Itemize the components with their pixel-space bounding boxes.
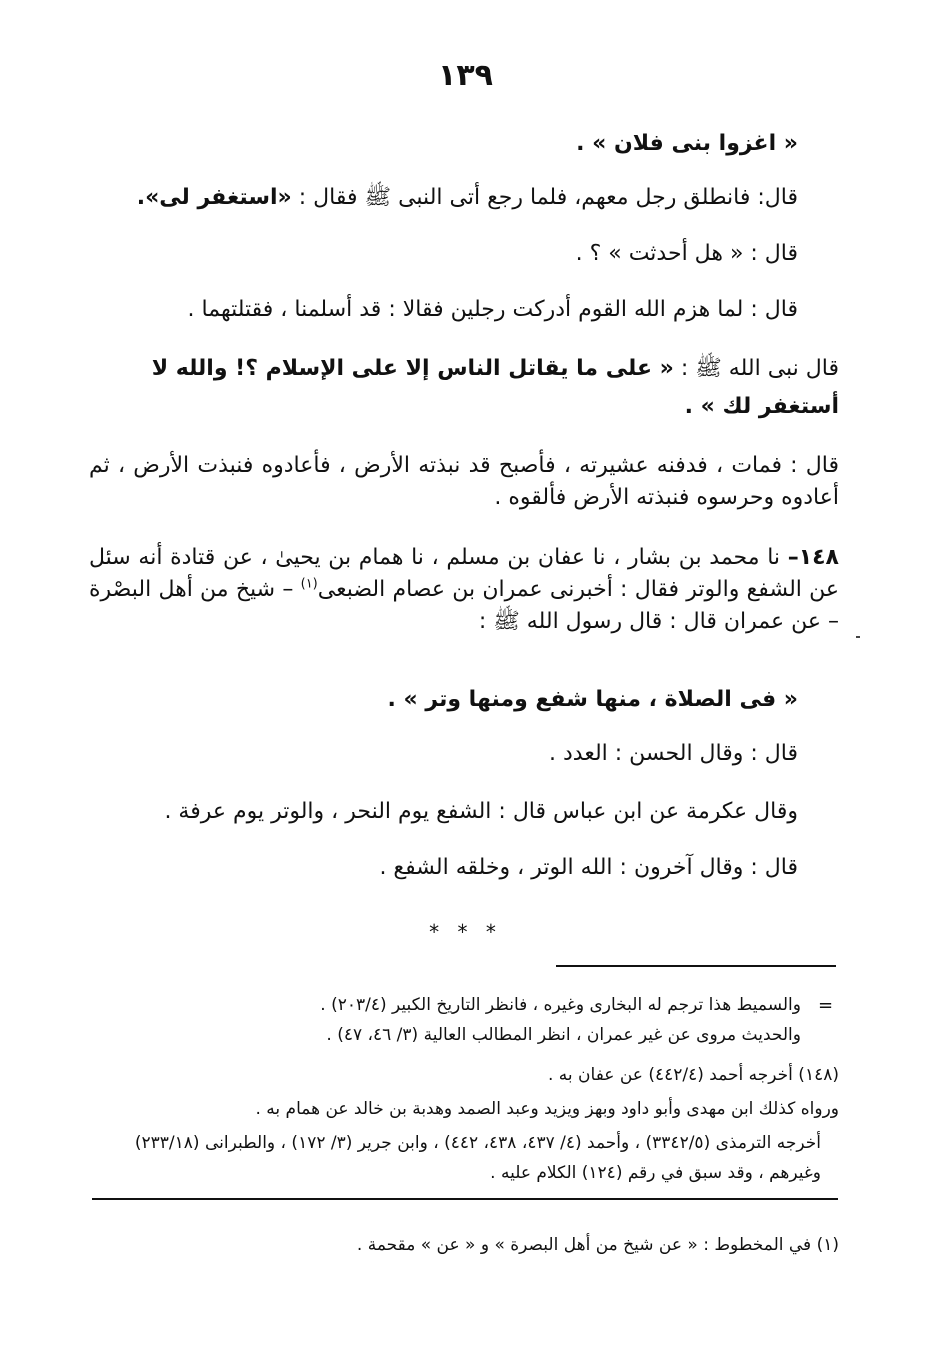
footnote-rule-bottom: [92, 1198, 838, 1200]
paragraph-9: قال : وقال الحسن : العدد .: [549, 741, 798, 766]
footnote-line-4: ورواه كذلك ابن مهدى وأبو داود وبهز ويزيد وعبد الصمد وهدبة بن خالد عن همام به .: [255, 1099, 839, 1119]
footnote-line-1: والسميط هذا ترجم له البخارى وغيره ، فانظر التاريخ الكبير (٢٠٣/٤) .: [320, 995, 801, 1015]
paragraph-2-text: قال: فانطلق رجل معهم، فلما رجع أتى النبى ﷺ فقال :: [291, 185, 798, 210]
paragraph-5: [89, 350, 839, 426]
paragraph-4: قال : لما هزم الله القوم أدركت رجلين فقالا : قد أسلمنا ، فقتلتهما .: [187, 297, 798, 322]
footnote-ref-1: (١): [300, 576, 318, 592]
paragraph-11: قال : وقال آخرون : الله الوتر ، وخلقه الشفع .: [379, 855, 798, 880]
footnote-line-2: والحديث مروى عن غير عمران ، انظر المطالب العالية (٣/ ٤٦، ٤٧) .: [326, 1025, 801, 1045]
paragraph-7-text-b: – شيخ من أهل البصْرة – عن عمران قال : قال رسول الله ﷺ :: [89, 577, 839, 634]
footnote-line-3: (١٤٨) أخرجه أحمد (٤٤٢/٤) عن عفان به .: [547, 1065, 839, 1085]
paragraph-7-text-a: نا محمد بن بشار ، نا عفان بن مسلم ، نا همام بن يحيىٰ ، عن قتادة أنه سئل عن الشفع والوتر فقال : أخبرنى عمران بن عصام الضبعى: [89, 545, 839, 602]
page-number: ١٣٩: [438, 58, 493, 93]
paragraph-7: [89, 542, 839, 638]
footnote-line-5: أخرجه الترمذى (٣٣٤٢/٥) ، وأحمد (٤/ ٤٣٧، ٤٣٨، ٤٤٢) ، وابن جرير (٣/ ١٧٢) ، والطبرانى (٢٣٣/١٨) وغيرهم ، وقد سبق في رقم (١٢٤) الكلام عليه .: [134, 1133, 821, 1183]
paragraph-6: قال : فمات ، فدفنه عشيرته ، فأصبح قد نبذته الأرض ، فأعادوه فنبذت الأرض ، ثم أعادوه وحرسوه فنبذته الأرض فألقوه .: [89, 453, 839, 510]
paragraph-10: وقال عكرمة عن ابن عباس قال : الشفع يوم النحر ، والوتر يوم عرفة .: [164, 799, 798, 824]
hadith-number: ١٤٨–: [787, 545, 839, 570]
paragraph-2: [88, 182, 798, 214]
stray-mark: [856, 636, 860, 638]
paragraph-5-text: قال نبى الله ﷺ :: [673, 356, 839, 381]
paragraph-2-quote: «استغفر لى».: [136, 185, 292, 210]
footnote-line-6: (١) في المخطوط : « عن شيخ من أهل البصرة » و « عن » مقحمة .: [356, 1235, 839, 1255]
paragraph-5-quote: « على ما يقاتل الناس إلا على الإسلام ؟! والله لا أستغفر لك » .: [151, 356, 839, 419]
paragraph-3: قال : « هل أحدثت » ؟ .: [575, 241, 798, 266]
footnote-rule-top: [556, 965, 836, 967]
section-separator: * * *: [429, 920, 502, 944]
continuation-sign: =: [818, 995, 834, 1016]
paragraph-8: « فى الصلاة ، منها شفع ومنها وتر » .: [387, 687, 798, 712]
paragraph-1: « اغزوا بنى فلان » .: [576, 131, 798, 156]
